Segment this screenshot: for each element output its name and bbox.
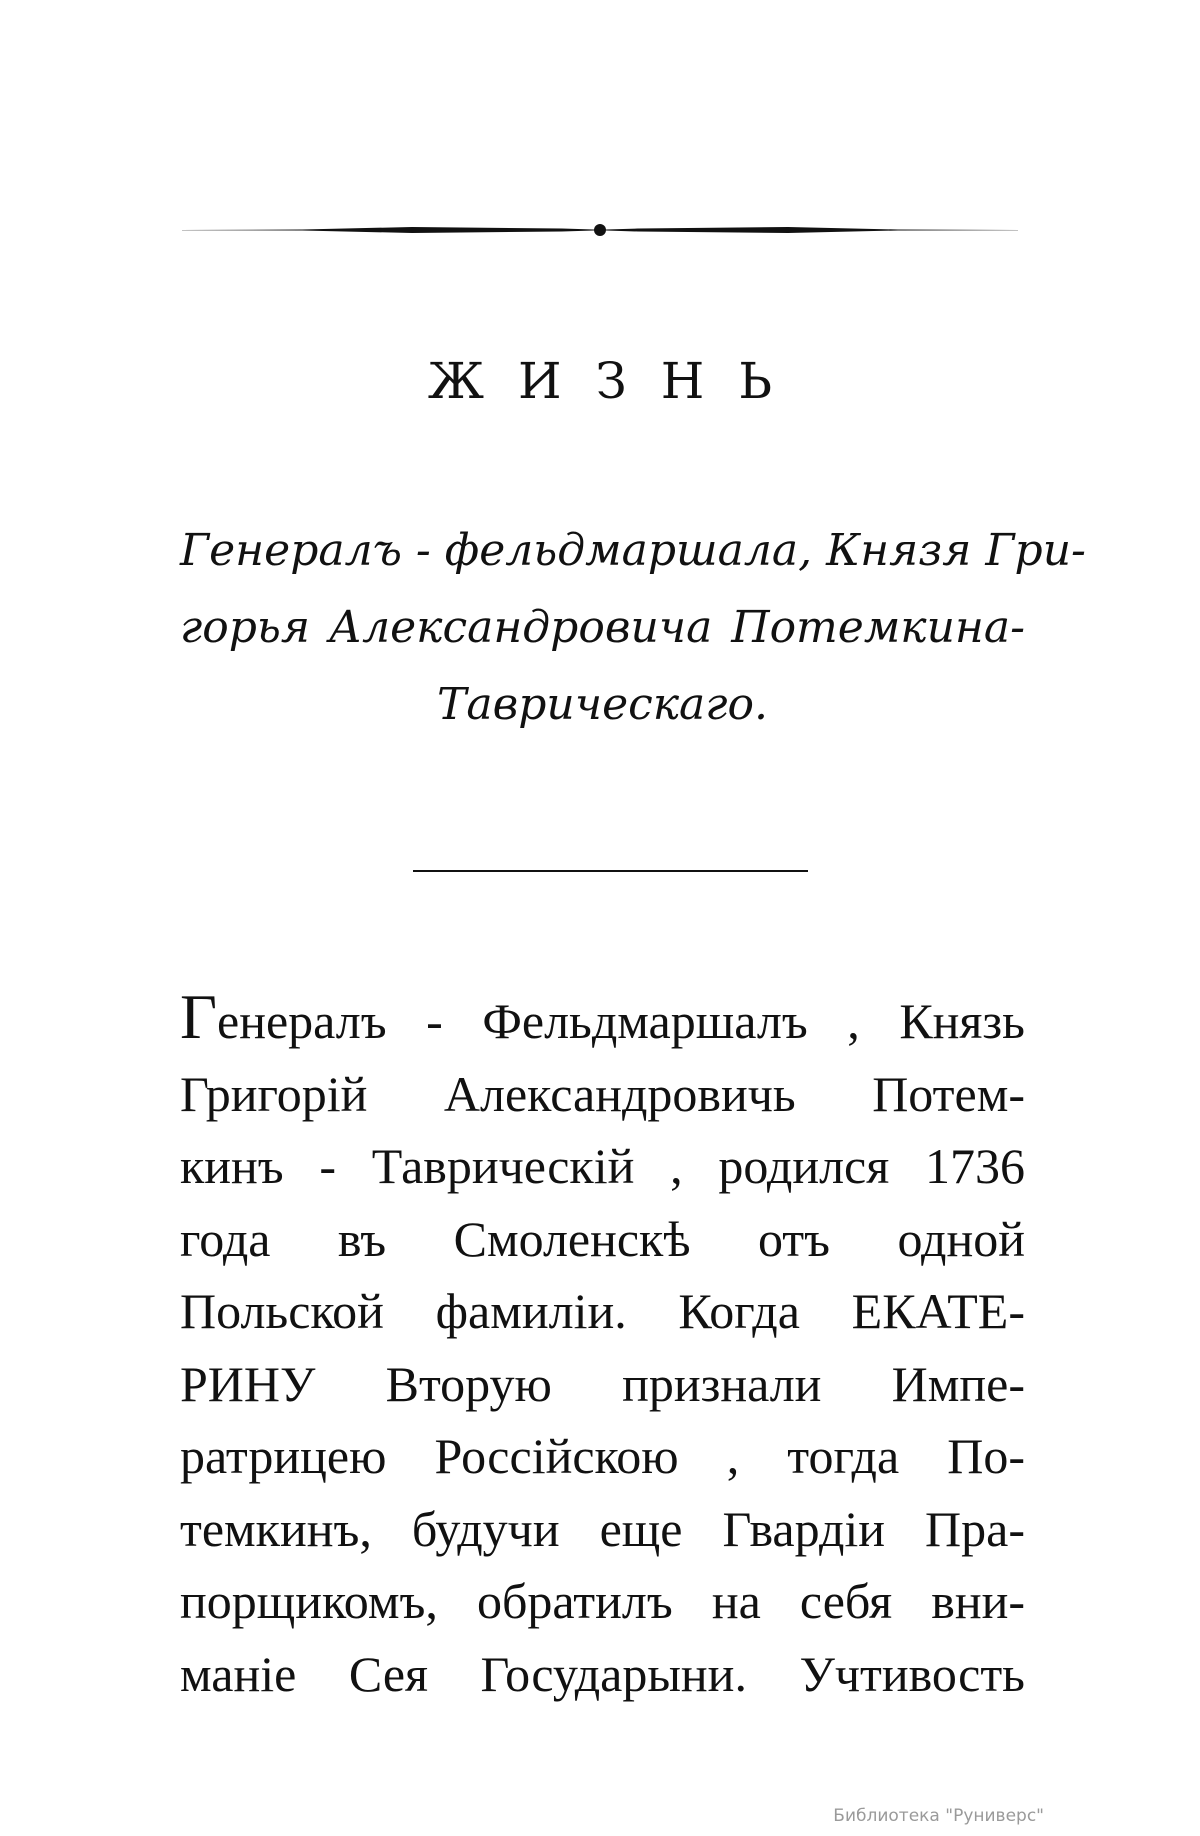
paragraph-line: РИНУ Вторую признали Импе- bbox=[180, 1355, 1025, 1412]
subtitle-line: горья Александровича Потемкина- bbox=[180, 602, 1025, 653]
paragraph-line: порщикомъ, обратилъ на себя вни- bbox=[180, 1573, 1025, 1629]
paragraph-line: Польской фамиліи. Когда ЕКАТЕ- bbox=[180, 1283, 1025, 1339]
chapter-subtitle bbox=[180, 512, 1086, 743]
library-watermark: Библиотека "Руниверс" bbox=[833, 1806, 1044, 1826]
subtitle-line: Генералъ - фельдмаршала, Князя Гри- bbox=[180, 525, 1086, 576]
subtitle-line: Таврическаго. bbox=[437, 679, 768, 730]
section-divider bbox=[413, 870, 808, 872]
ornamental-rule bbox=[182, 222, 1018, 238]
paragraph-line: кинъ - Таврическій , родился 1736 bbox=[180, 1138, 1025, 1194]
chapter-title: ЖИЗНЬ bbox=[427, 352, 807, 410]
paragraph-line: темкинъ, будучи еще Гвардіи Пра- bbox=[180, 1500, 1025, 1557]
paragraph-line: Григорій Александровичь Потем- bbox=[180, 1065, 1025, 1122]
paragraph-line: ратрицею Россійскою , тогда По- bbox=[180, 1428, 1025, 1484]
ornament-center-dot bbox=[594, 224, 606, 236]
initial-letter: Г bbox=[180, 981, 217, 1052]
body-paragraph bbox=[180, 981, 1025, 1710]
paragraph-line: маніе Сея Государыни. Учтивость bbox=[180, 1645, 1025, 1702]
paragraph-line bbox=[180, 981, 1025, 1058]
paragraph-line: года въ Смоленскѣ отъ одной bbox=[180, 1210, 1025, 1267]
first-line-text: енералъ - Фельдмаршалъ , Князь bbox=[217, 993, 1025, 1049]
